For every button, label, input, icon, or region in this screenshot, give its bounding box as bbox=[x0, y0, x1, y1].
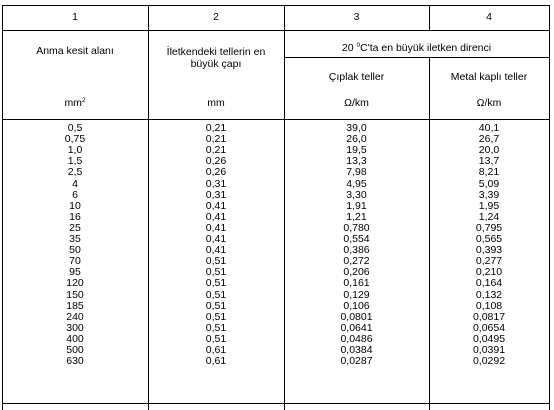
column-number-4: 4 bbox=[486, 11, 492, 23]
wire-diameter-cell: 0,21 bbox=[205, 122, 227, 134]
unit-ohm-per-km-3: Ω/km bbox=[344, 97, 369, 109]
table-border-bottom bbox=[2, 403, 550, 404]
resistance-table bbox=[2, 5, 550, 410]
wire-diameter-cell: 0,26 bbox=[205, 155, 227, 168]
column-number-2: 2 bbox=[213, 11, 219, 23]
coated-resistance-cell: 13,7 bbox=[478, 155, 500, 168]
table-border-top bbox=[2, 5, 550, 6]
cross-section-cell: 0,5 bbox=[67, 122, 83, 134]
wire-diameter-cell: 0,41 bbox=[205, 221, 227, 234]
wire-diameter-cell: 0,26 bbox=[205, 166, 227, 179]
group-header-divider bbox=[284, 57, 550, 58]
wire-diameter-cell: 0,41 bbox=[205, 210, 227, 223]
header-nominal-cross-section: Anma kesit alanı bbox=[36, 45, 114, 57]
cross-section-cell: 150 bbox=[66, 288, 84, 301]
bare-resistance-cell: 0,0486 bbox=[340, 332, 373, 345]
group-title-text: C'ta en büyük iletken direnci bbox=[360, 42, 492, 54]
bare-resistance-cell: 0,129 bbox=[343, 288, 370, 301]
coated-resistance-cell: 20,0 bbox=[478, 144, 500, 157]
coated-resistance-cell: 1,24 bbox=[478, 210, 500, 223]
wire-diameter-cell: 0,31 bbox=[205, 177, 227, 190]
bare-resistance-cell: 0,206 bbox=[343, 266, 370, 279]
cross-section-cell: 2,5 bbox=[67, 166, 83, 179]
bare-resistance-cell: 0,780 bbox=[343, 221, 370, 234]
header-bare-wires: Çıplak teller bbox=[328, 71, 385, 83]
unit-mm2-exponent: 2 bbox=[81, 97, 86, 104]
wire-diameter-cell: 0,51 bbox=[205, 310, 227, 323]
cross-section-cell: 50 bbox=[69, 244, 81, 257]
cross-section-cell: 35 bbox=[69, 233, 81, 245]
cross-section-cell: 95 bbox=[69, 266, 81, 279]
coated-resistance-cell: 26,7 bbox=[478, 133, 500, 146]
wire-diameter-cell: 0,41 bbox=[205, 233, 227, 245]
header-max-conductor-resistance bbox=[284, 42, 549, 54]
wire-diameter-cell: 0,51 bbox=[205, 266, 227, 279]
coated-resistance-cell: 0,210 bbox=[475, 266, 503, 279]
bare-resistance-cell: 26,0 bbox=[346, 133, 367, 146]
coated-resistance-cell: 0,0495 bbox=[472, 332, 506, 345]
group-temp-value: 20 bbox=[341, 42, 354, 54]
wire-diameter-cell: 0,51 bbox=[205, 332, 227, 345]
coated-resistance-cell: 0,565 bbox=[475, 233, 503, 245]
header-metal-coated-wires: Metal kaplı teller bbox=[450, 71, 528, 83]
wire-diameter-cell: 0,41 bbox=[205, 244, 227, 257]
wire-diameter-cell: 0,51 bbox=[205, 321, 227, 334]
coated-resistance-cell: 0,0654 bbox=[472, 321, 506, 334]
cross-section-cell: 240 bbox=[66, 310, 84, 323]
coated-resistance-cell: 0,0391 bbox=[472, 344, 506, 356]
column-number-3: 3 bbox=[353, 11, 360, 23]
cross-section-cell: 25 bbox=[69, 221, 81, 234]
group-degree-sup: 0 bbox=[356, 42, 361, 49]
coated-resistance-cell: 0,277 bbox=[475, 255, 503, 268]
table-border-right bbox=[549, 5, 550, 410]
bare-resistance-cell: 3,30 bbox=[346, 188, 367, 201]
cross-section-cell: 300 bbox=[66, 321, 84, 334]
coated-resistance-cell: 5,09 bbox=[478, 177, 500, 190]
wire-diameter-cell: 0,61 bbox=[205, 344, 227, 356]
coated-resistance-cell: 3,39 bbox=[478, 188, 500, 201]
bare-resistance-cell: 1,21 bbox=[346, 210, 367, 223]
bare-resistance-cell: 0,386 bbox=[343, 244, 370, 257]
unit-mm2-base: mm bbox=[64, 97, 82, 109]
bare-resistance-cell: 0,554 bbox=[343, 233, 370, 245]
cross-section-cell: 400 bbox=[66, 332, 84, 345]
bare-resistance-cell: 0,272 bbox=[343, 255, 370, 268]
bare-resistance-cell: 0,0287 bbox=[340, 355, 373, 368]
coated-resistance-cell: 0,164 bbox=[475, 277, 503, 290]
coated-resistance-cell: 0,108 bbox=[475, 299, 503, 312]
coated-resistance-cell: 0,132 bbox=[475, 288, 503, 301]
header-max-wire-diameter-line1: büyük çapı bbox=[190, 58, 242, 70]
wire-diameter-cell: 0,51 bbox=[205, 255, 227, 268]
unit-mm: mm bbox=[207, 97, 225, 109]
wire-diameter-cell: 0,51 bbox=[205, 288, 227, 301]
unit-mm2 bbox=[2, 97, 148, 109]
number-row-divider bbox=[2, 30, 550, 31]
cross-section-cell: 185 bbox=[66, 299, 84, 312]
header-max-wire-diameter-line0: İletkendeki tellerin en bbox=[166, 46, 266, 58]
cross-section-cell: 630 bbox=[66, 355, 84, 368]
cross-section-cell: 0,75 bbox=[64, 133, 86, 146]
cross-section-cell: 70 bbox=[69, 255, 81, 268]
bare-resistance-cell: 0,161 bbox=[343, 277, 370, 290]
bare-resistance-cell: 4,95 bbox=[346, 177, 367, 190]
bare-resistance-cell: 39,0 bbox=[346, 122, 367, 134]
cross-section-cell: 4 bbox=[72, 177, 78, 190]
bare-resistance-cell: 7,98 bbox=[346, 166, 367, 179]
wire-diameter-cell: 0,51 bbox=[205, 277, 227, 290]
coated-resistance-cell: 0,0817 bbox=[472, 310, 506, 323]
coated-resistance-cell: 0,393 bbox=[475, 244, 503, 257]
bare-resistance-cell: 0,106 bbox=[343, 299, 370, 312]
bare-resistance-cell: 13,3 bbox=[346, 155, 367, 168]
unit-ohm-per-km-4: Ω/km bbox=[476, 97, 502, 109]
column-number-1: 1 bbox=[72, 11, 78, 23]
wire-diameter-cell: 0,31 bbox=[205, 188, 227, 201]
bare-resistance-cell: 0,0384 bbox=[340, 344, 373, 356]
coated-resistance-cell: 0,795 bbox=[475, 221, 503, 234]
wire-diameter-cell: 0,21 bbox=[205, 144, 227, 157]
wire-diameter-cell: 0,51 bbox=[205, 299, 227, 312]
cross-section-cell: 1,0 bbox=[67, 144, 83, 157]
bare-resistance-cell: 1,91 bbox=[346, 199, 367, 212]
cross-section-cell: 500 bbox=[66, 344, 84, 356]
wire-diameter-cell: 0,41 bbox=[205, 199, 227, 212]
wire-diameter-cell: 0,61 bbox=[205, 355, 227, 368]
coated-resistance-cell: 1,95 bbox=[478, 199, 500, 212]
bare-resistance-cell: 19,5 bbox=[346, 144, 367, 157]
wire-diameter-cell: 0,21 bbox=[205, 133, 227, 146]
coated-resistance-cell: 40,1 bbox=[478, 122, 500, 134]
bare-resistance-cell: 0,0801 bbox=[340, 310, 373, 323]
header-body-divider bbox=[2, 119, 550, 120]
cross-section-cell: 6 bbox=[72, 188, 78, 201]
coated-resistance-cell: 8,21 bbox=[478, 166, 500, 179]
bare-resistance-cell: 0,0641 bbox=[340, 321, 373, 334]
cross-section-cell: 10 bbox=[69, 199, 81, 212]
cross-section-cell: 120 bbox=[66, 277, 84, 290]
cross-section-cell: 1,5 bbox=[67, 155, 83, 168]
cross-section-cell: 16 bbox=[69, 210, 81, 223]
coated-resistance-cell: 0,0292 bbox=[472, 355, 506, 368]
